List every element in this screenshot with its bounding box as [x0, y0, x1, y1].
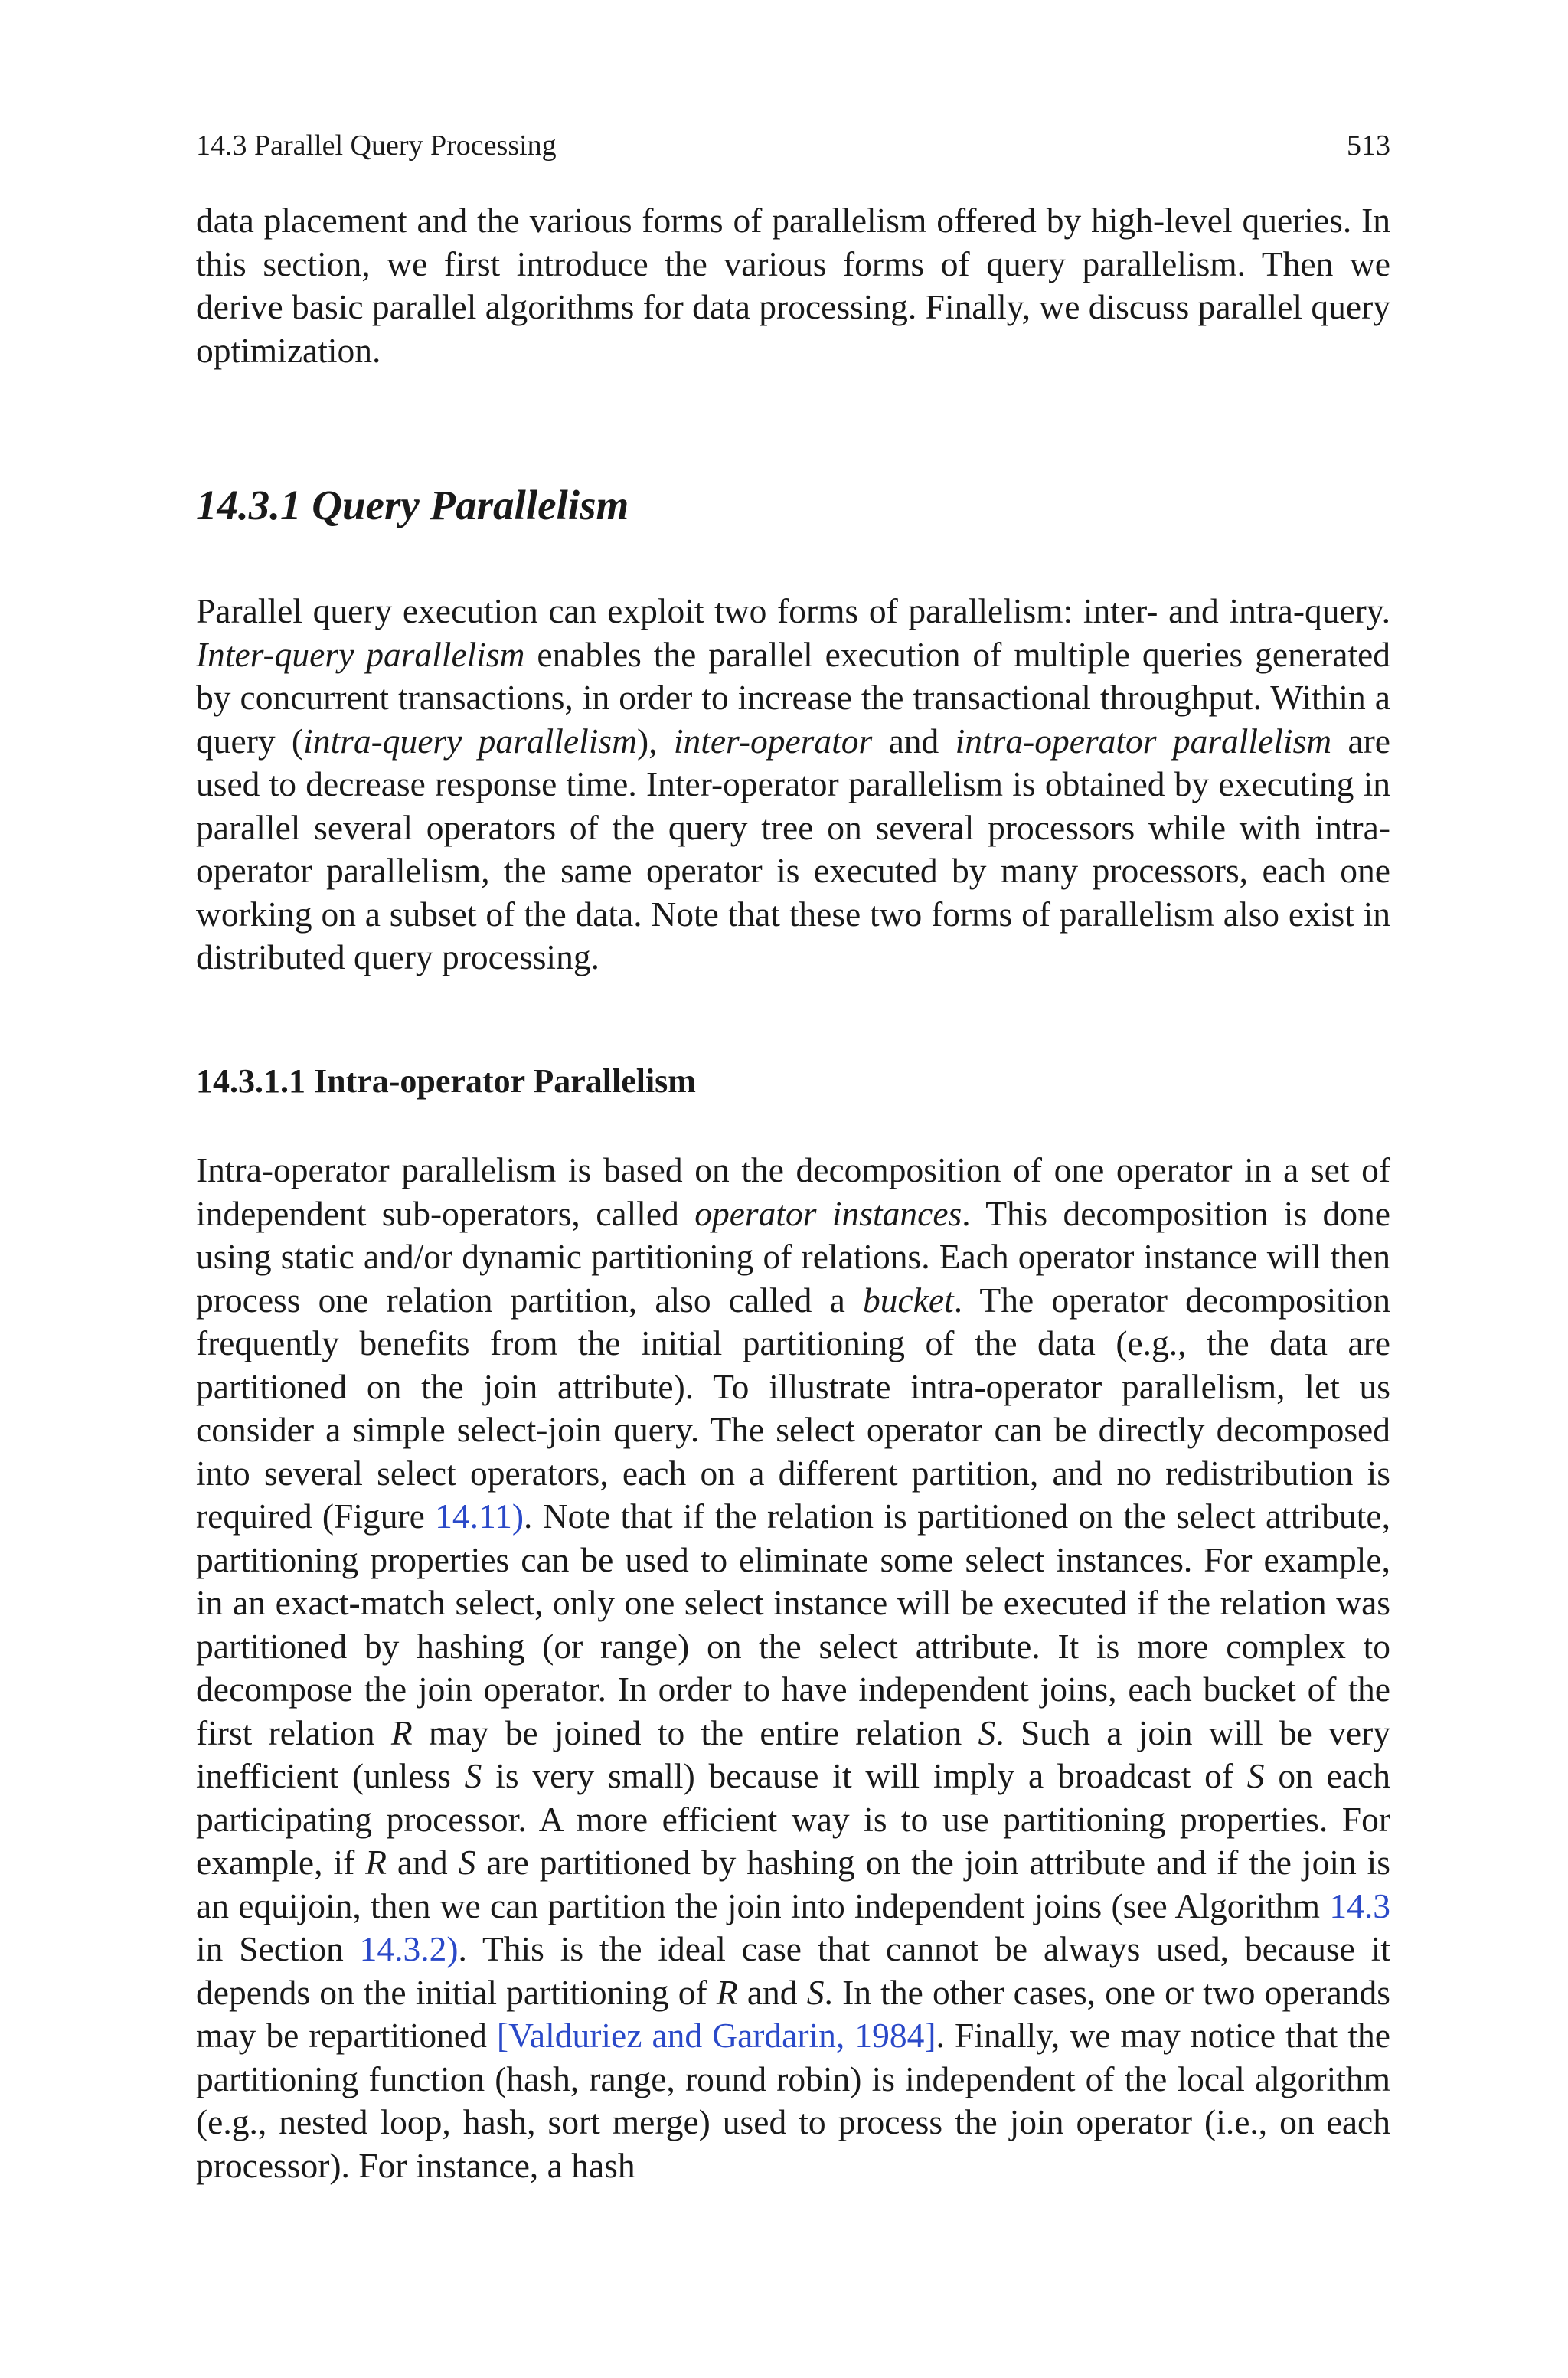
text-run: are used to decrease response time. Inter-operator parallelism is obtained by executing in parallel several operators of the query tree on several processors while with intra-operator parallelism, the same operator is executed by many processors, each one working on a subset of the data. Note that these two forms of parallelism also exist in distributed query processing.: [196, 721, 1390, 976]
term-inter-query-parallelism: Inter-query parallelism: [196, 634, 525, 674]
variable-r: R: [390, 1712, 413, 1752]
text-run: . This is the ideal case that cannot be always used, because it depends on the initial partitioning of: [196, 1929, 1390, 2012]
text-run: . Such a join will be very inefficient (unless: [196, 1712, 1390, 1795]
text-run: in Section: [196, 1929, 360, 1968]
variable-r: R: [365, 1843, 387, 1882]
text-run: . In the other cases, one or two operands may be repartitioned: [196, 1972, 1390, 2055]
text-run: on each participating processor. A more efficient way is to use partitioning properties. For example, if: [196, 1756, 1390, 1882]
term-inter-operator: inter-operator: [673, 721, 873, 761]
text-run: ),: [636, 721, 674, 761]
text-run: Parallel query execution can exploit two forms of parallelism: inter- and intra-query.: [196, 591, 1390, 630]
variable-s: S: [978, 1712, 996, 1752]
term-intra-operator-parallelism: intra-operator parallelism: [955, 721, 1332, 761]
subsection-heading: 14.3.1.1 Intra-operator Parallelism: [196, 1062, 696, 1100]
text-run: and: [872, 721, 956, 761]
variable-r: R: [716, 1972, 738, 2012]
running-head: [196, 129, 1390, 162]
variable-s: S: [458, 1843, 476, 1882]
text-run: . This decomposition is done using static and/or dynamic partitioning of relations. Each operator instance will then process one relation partition, also called a: [196, 1193, 1391, 1320]
text-run: . Note that if the relation is partitioned on the select attribute, partitioning properties can be used to eliminate some select instances. For example, in an exact-match select, only one select instance will be executed if the relation was partitioned by hashing (or range) on the select attribute. It is more complex to decompose the join operator. In order to have independent joins, each bucket of the first relation: [196, 1496, 1390, 1752]
section-link[interactable]: 14.3.2): [359, 1929, 459, 1968]
text-run: and: [737, 1972, 807, 2012]
text-run: are partitioned by hashing on the join attribute and if the join is an equijoin, then we can partition the join into independent joins (see Algorithm: [196, 1843, 1390, 1925]
term-bucket: bucket: [862, 1280, 954, 1320]
running-head-section: 14.3 Parallel Query Processing: [196, 129, 557, 162]
variable-s: S: [1246, 1756, 1265, 1795]
text-run: . Finally, we may notice that the partitioning function (hash, range, round robin) is independent of the local algorithm (e.g., nested loop, hash, sort merge) used to process the join operator (i.e., on each processor). For instance, a hash: [196, 2016, 1390, 2185]
figure-link[interactable]: 14.11): [435, 1496, 524, 1536]
term-operator-instances: operator instances: [694, 1193, 962, 1233]
text-run: and: [386, 1843, 459, 1882]
section-heading: 14.3.1 Query Parallelism: [196, 482, 629, 528]
citation-link[interactable]: [Valduriez and Gardarin, 1984]: [496, 2016, 936, 2055]
variable-s: S: [464, 1756, 482, 1795]
query-parallelism-paragraph: [196, 590, 1390, 980]
text-run: Intra-operator parallelism is based on the decomposition of one operator in a set of independent sub-operators, called: [196, 1150, 1390, 1233]
algorithm-link[interactable]: 14.3: [1329, 1886, 1390, 1925]
intra-operator-paragraph: [196, 1149, 1390, 2187]
text-run: is very small) because it will imply a broadcast of: [482, 1756, 1247, 1795]
term-intra-query-parallelism: intra-query parallelism: [303, 721, 637, 761]
text-run: . The operator decomposition frequently benefits from the initial partitioning of the data (e.g., the data are partitioned on the join attribute). To illustrate intra-operator parallelism, let us consider a simple select-join query. The select operator can be directly decomposed into several select operators, each on a different partition, and no redistribution is required (Figure: [196, 1280, 1390, 1536]
text-run: may be joined to the entire relation: [412, 1712, 978, 1752]
intro-paragraph: data placement and the various forms of parallelism offered by high-level queries. In this section, we first introduce the various forms of query parallelism. Then we derive basic parallel algorithms for data processing. Finally, we discuss parallel query optimization.: [196, 201, 1390, 370]
page-number: 513: [1347, 129, 1390, 162]
text-run: enables the parallel execution of multiple queries generated by concurrent transactions, in order to increase the transactional throughput. Within a query (: [196, 634, 1390, 761]
variable-s: S: [806, 1972, 825, 2012]
